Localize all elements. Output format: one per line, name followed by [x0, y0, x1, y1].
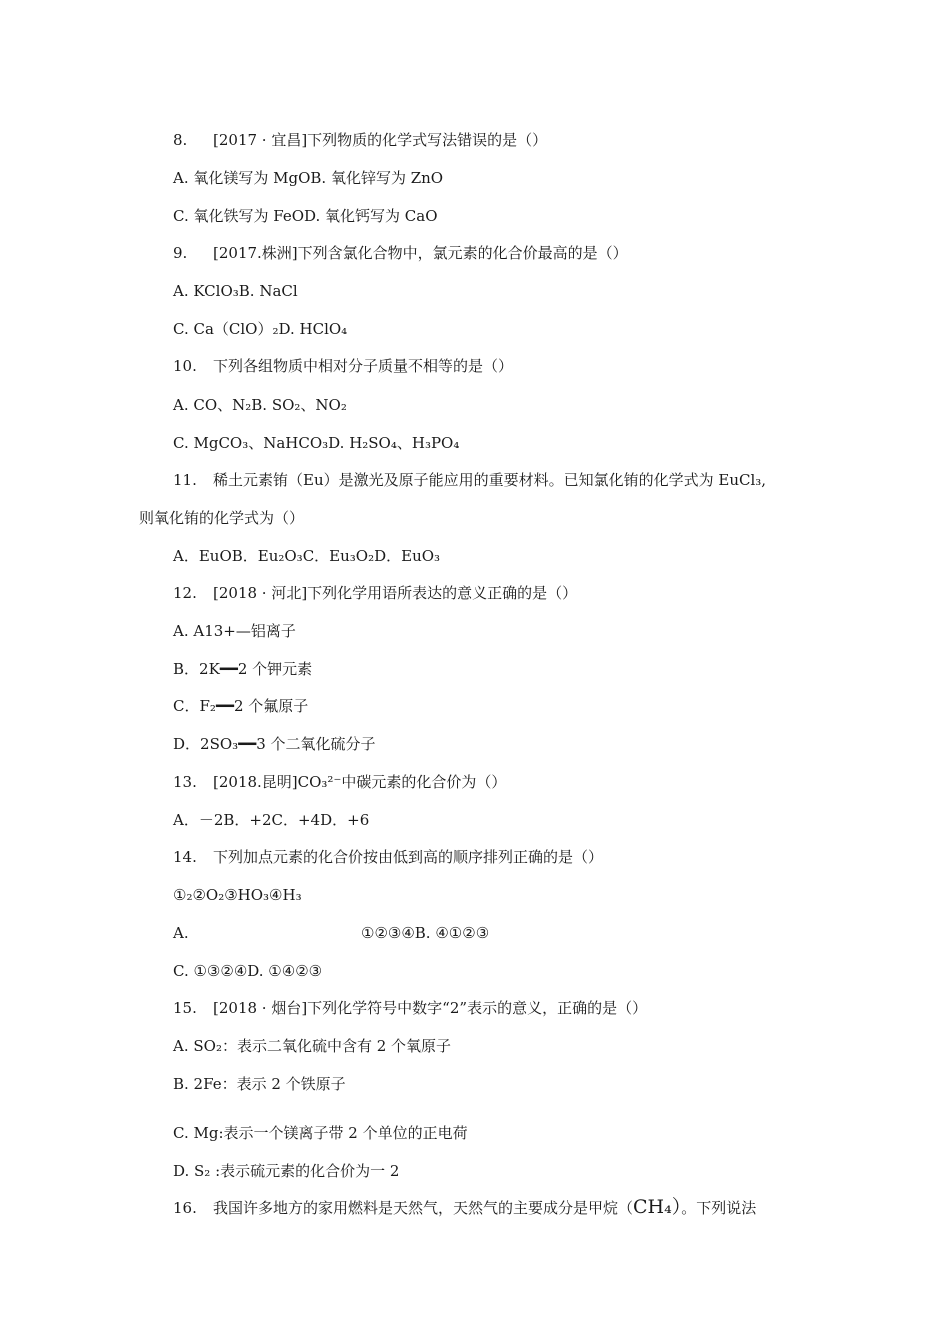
question-11: [173, 470, 766, 490]
option-text: ①②③④B. ④①②③: [361, 924, 490, 942]
question-number: 14.: [173, 848, 197, 866]
option-line: C. 氧化铁写为 FeOD. 氧化钙写为 CaO: [173, 207, 438, 225]
formula-ch4: CH₄）: [633, 1196, 682, 1218]
question-15: [173, 998, 647, 1018]
question-stem: 下列各组物质中相对分子质量不相等的是（）: [213, 357, 514, 375]
option-line: C. MgCO₃、NaHCO₃D. H₂SO₄、H₃PO₄: [173, 434, 460, 452]
question-number: 8.: [173, 131, 188, 149]
question-stem: 我国许多地方的家用燃料是天然气，天然气的主要成分是甲烷（: [213, 1199, 634, 1217]
option-line: C. Mg:表示一个镁离子带 2 个单位的正电荷: [173, 1124, 468, 1142]
question-9: [173, 243, 628, 263]
question-stem: 下列加点元素的化合价按由低到高的顺序排列正确的是（）: [213, 848, 604, 866]
question-number: 10.: [173, 357, 197, 375]
question-number: 9.: [173, 244, 188, 262]
option-line: D．2SO₃━━3 个二氧化硫分子: [173, 735, 376, 753]
option-line: C．F₂━━2 个氟原子: [173, 697, 309, 715]
option-line: ①₂②O₂③HO₃④H₃: [173, 886, 302, 904]
option-line: A. A13+—铝离子: [173, 622, 296, 640]
question-stem: [2018 · 烟台]下列化学符号中数字“2”表示的意义，正确的是（）: [213, 999, 648, 1017]
option-line: A．EuOB．Eu₂O₃C．Eu₃O₂D．EuO₃: [173, 547, 441, 565]
option-line: A. 氧化镁写为 MgOB. 氧化锌写为 ZnO: [173, 169, 444, 187]
option-label: A.: [173, 924, 189, 942]
question-12: [173, 583, 577, 603]
question-16: [173, 1197, 756, 1218]
option-line: C. ①③②④D. ①④②③: [173, 962, 323, 980]
option-line: A. KClO₃B. NaCl: [173, 282, 298, 300]
option-line: A. CO、N₂B. SO₂、NO₂: [173, 396, 347, 414]
question-number: 12.: [173, 584, 197, 602]
question-number: 15.: [173, 999, 197, 1017]
question-stem: [2017 · 宜昌]下列物质的化学式写法错误的是（）: [213, 131, 548, 149]
option-line: C. Ca（ClO）₂D. HClO₄: [173, 320, 348, 338]
question-14: [173, 847, 603, 867]
question-stem: [2018.昆明]CO₃²⁻中碳元素的化合价为（）: [213, 773, 507, 791]
question-number: 16.: [173, 1199, 197, 1217]
question-8: [173, 130, 547, 150]
question-stem: [2018 · 河北]下列化学用语所表达的意义正确的是（）: [213, 584, 578, 602]
option-line: A. SO₂：表示二氧化硫中含有 2 个氧原子: [173, 1037, 452, 1055]
option-line: A．－2B．+2C．+4D．+6: [173, 811, 370, 829]
question-13: [173, 772, 506, 792]
question-stem: [2017.株洲]下列含氯化合物中，氯元素的化合价最高的是（）: [213, 244, 628, 262]
question-stem: 稀土元素铕（Eu）是激光及原子能应用的重要材料。已知氯化铕的化学式为 EuCl₃,: [213, 471, 767, 489]
option-line: [173, 923, 489, 943]
question-stem-tail: 。下列说法: [681, 1199, 757, 1217]
option-line: B. 2Fe：表示 2 个铁原子: [173, 1075, 346, 1093]
question-number: 13.: [173, 773, 197, 791]
option-line: D. S₂ :表示硫元素的化合价为一 2: [173, 1162, 400, 1180]
question-stem-continued: 则氧化铕的化学式为（）: [139, 509, 305, 527]
option-line: B．2K━━2 个钾元素: [173, 660, 313, 678]
question-10: [173, 356, 513, 376]
question-number: 11.: [173, 471, 197, 489]
